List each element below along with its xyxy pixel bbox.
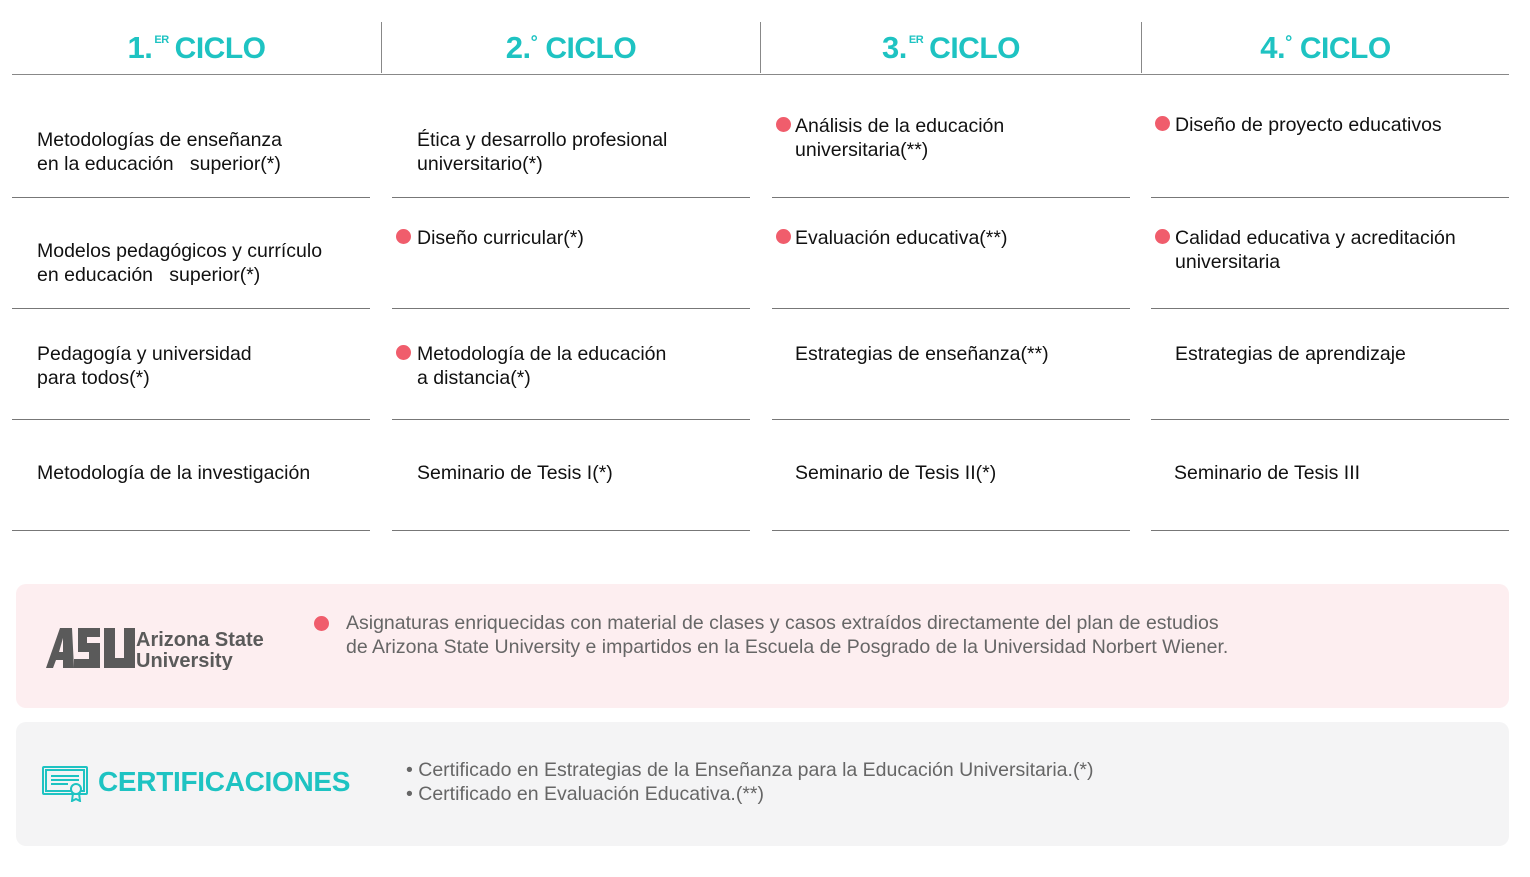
course-name: Evaluación educativa(**) (795, 227, 1008, 249)
course-cell (1151, 199, 1509, 309)
course-name: Estrategias de aprendizaje (1175, 343, 1406, 365)
certificate-icon (42, 766, 88, 802)
asu-marker-dot (1155, 229, 1170, 244)
course-cell (772, 421, 1130, 531)
asu-marker-dot (396, 345, 411, 360)
asu-marker-dot (396, 229, 411, 244)
course-name: Metodología de la educación a distancia(*) (417, 343, 667, 389)
svg-text:Arizona State: Arizona State (136, 629, 264, 651)
course-cell (12, 421, 370, 531)
course-name: Pedagogía y universidad para todos(*) (37, 343, 252, 389)
column-divider (1141, 22, 1142, 73)
course-name: Metodologías de enseñanza en la educación superior(*) (37, 129, 283, 175)
cycle-2-heading: 2.° CICLO (505, 30, 637, 65)
course-cell (392, 310, 750, 420)
course-cell (12, 199, 370, 309)
course-cell (1151, 310, 1509, 420)
course-cell (1151, 421, 1509, 531)
course-name: Calidad educativa y acreditación universitaria (1175, 227, 1456, 273)
course-name: Seminario de Tesis I(*) (417, 462, 613, 484)
course-name: Estrategias de enseñanza(**) (795, 343, 1049, 365)
course-cell (12, 310, 370, 420)
course-cell (392, 421, 750, 531)
certifications-title: CERTIFICACIONES (98, 766, 351, 797)
certifications-box (16, 722, 1509, 846)
course-name: Ética y desarrollo profesional universitario(*) (417, 129, 668, 175)
asu-note-text: Asignaturas enriquecidas con material de clases y casos extraídos directamente del plan de estudios de Arizona State University e impartidos en la Escuela de Posgrado de la Universidad Norbert Wiener. (346, 612, 1229, 658)
course-cell (392, 199, 750, 309)
course-name: Seminario de Tesis II(*) (795, 462, 997, 484)
course-cell (772, 310, 1130, 420)
asu-marker-dot (1155, 116, 1170, 131)
asu-marker-dot (776, 117, 791, 132)
certifications-list (406, 758, 1094, 806)
course-cell (12, 88, 370, 198)
cycle-1-heading: 1. $^{ER}$ CICLO (127, 30, 266, 65)
svg-text:University: University (136, 650, 233, 670)
certification-item: • Certificado en Estrategias de la Enseñanza para la Educación Universitaria.(*) (406, 759, 1094, 781)
cycle-4-heading: 4.° CICLO (1260, 30, 1391, 65)
asu-marker-dot (776, 229, 791, 244)
course-name: Seminario de Tesis III (1174, 462, 1361, 484)
column-divider (760, 22, 761, 73)
course-name: Diseño curricular(*) (417, 227, 584, 249)
course-name: Metodología de la investigación (37, 462, 311, 484)
course-cell (772, 199, 1130, 309)
column-divider (381, 22, 382, 73)
course-name: Diseño de proyecto educativos (1175, 114, 1442, 136)
asu-logo (38, 624, 278, 670)
cycle-3-heading: 3. $^{ER}$ CICLO (882, 30, 1020, 65)
certification-item: • Certificado en Evaluación Educativa.(**) (406, 783, 765, 805)
course-name: Modelos pedagógicos y currículo en educación superior(*) (37, 240, 323, 286)
course-cell (392, 88, 750, 198)
course-cell (772, 88, 1130, 198)
course-name: Análisis de la educación universitaria(**) (795, 115, 1005, 161)
course-cell (1151, 88, 1509, 198)
asu-note-box (16, 584, 1509, 708)
asu-marker-dot (314, 616, 329, 631)
